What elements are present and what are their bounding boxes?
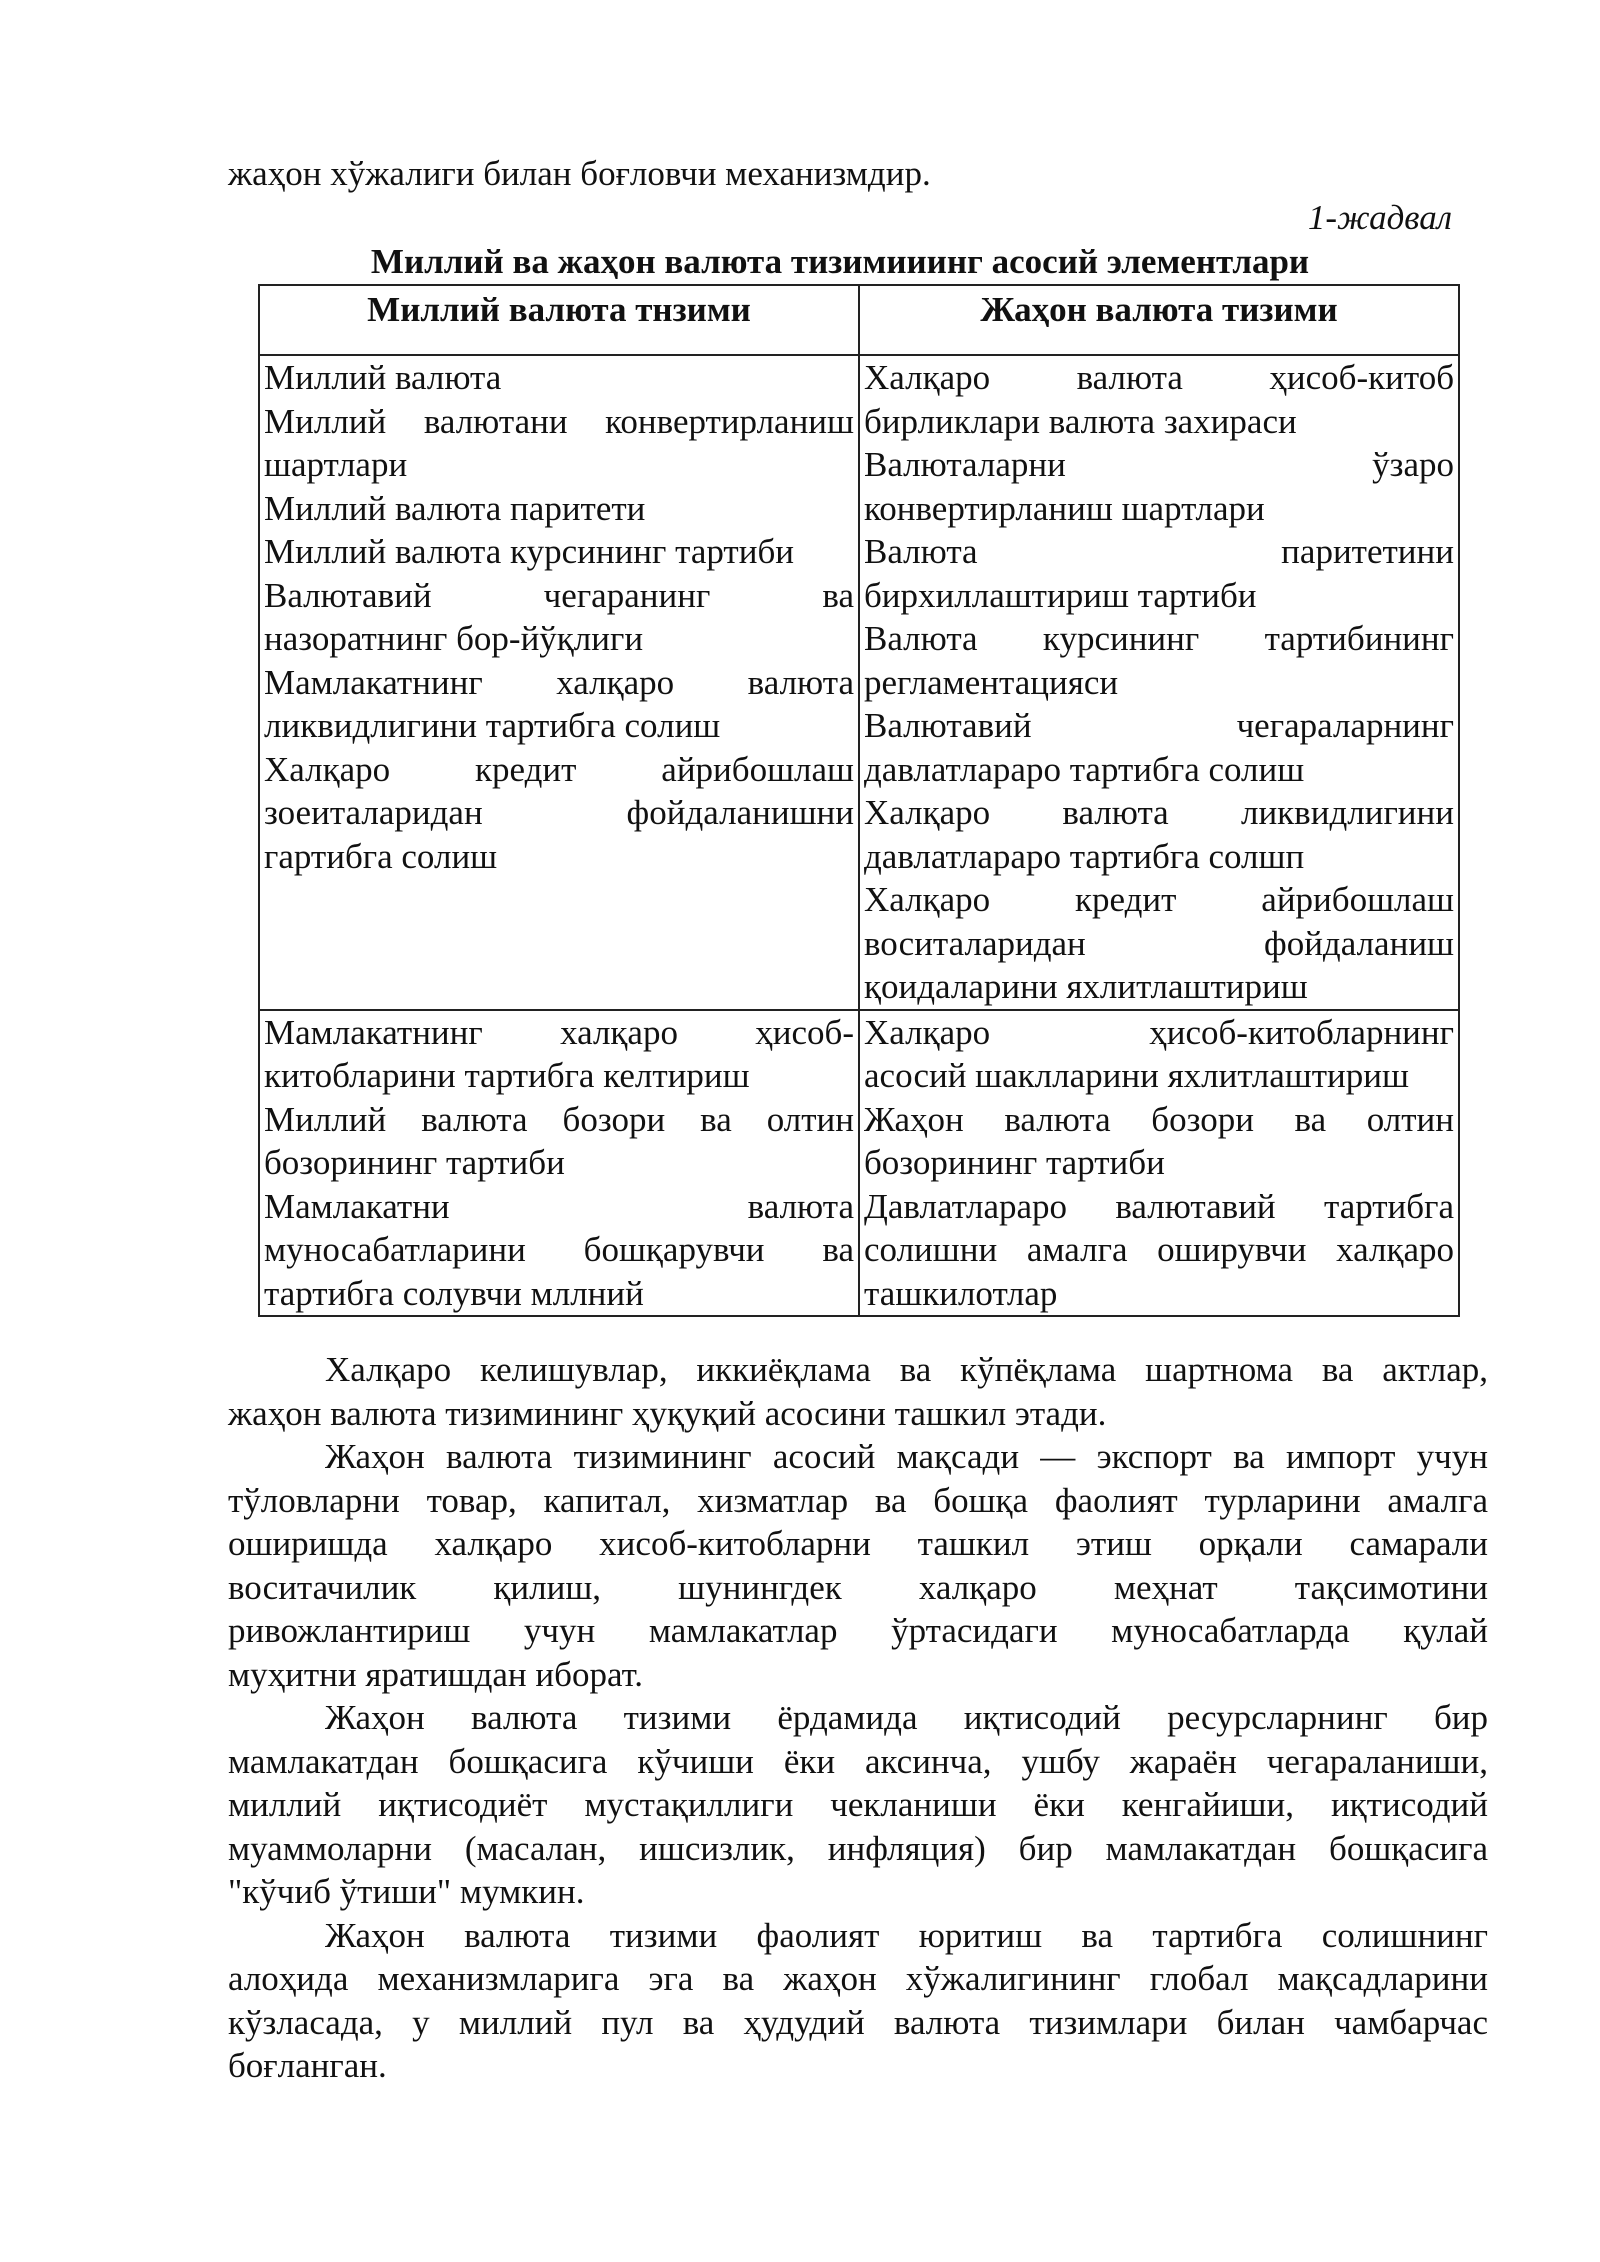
paragraph-line: жаҳон валюта тизимининг ҳуқуқий асосини ташкил этади. — [228, 1393, 1107, 1433]
table-row — [259, 1010, 1459, 1317]
cell-line: Валюта курсининг тартибининг — [864, 619, 1454, 658]
cell-line: бозорининг тартиби — [864, 1143, 1165, 1182]
cell-line: бирликлари валюта захираси — [864, 401, 1297, 441]
cell-line: Миллий валюта бозори ва олтин — [264, 1099, 854, 1139]
cell-line: китобларини тартибга келтириш — [264, 1056, 750, 1095]
cell-line: бозорининг тартиби — [264, 1143, 565, 1182]
cell-line: Жаҳон валюта бозори ва олтин — [864, 1099, 1454, 1139]
cell-line: Валютавий чегаранинг ва — [264, 575, 854, 615]
cell-line: конвертирланиш шартлари — [864, 488, 1265, 528]
cell-line: Давлатлараро валютавий тартибга — [864, 1186, 1454, 1226]
cell-line: ташкилотлар — [864, 1273, 1058, 1313]
row2-right-cell — [859, 1010, 1459, 1317]
cell-line: давлатлараро тартибга солиш — [864, 749, 1305, 789]
cell-line: асосий шаклларини яхлитлаштириш — [864, 1056, 1409, 1095]
cell-line: Халқаро ҳисоб-китобларнинг — [864, 1012, 1454, 1052]
cell-line: Миллий валюта — [264, 358, 502, 397]
paragraph-line: боғланган. — [228, 2046, 387, 2085]
cell-line: давлатлараро тартибга солшп — [864, 836, 1305, 876]
table-header-row — [259, 285, 1459, 355]
cell-line: воситаларидан фойдаланиш — [864, 923, 1454, 963]
cell-line: Мамлакатнинг халқаро ҳисоб- — [264, 1012, 854, 1052]
cell-line: қоидаларини яхлитлаштириш — [864, 967, 1308, 1006]
paragraph — [228, 1348, 1488, 1435]
paragraph-line: Жаҳон валюта тизимининг асосий мақсади — экспорт ва импорт учун — [325, 1437, 1488, 1476]
body-text — [228, 1348, 1488, 2088]
cell-line: ликвидлигини тартибга солиш — [264, 706, 721, 745]
cell-line: муносабатларини бошқарувчи ва — [264, 1230, 854, 1269]
paragraph-line: "кўчиб ўтиши" мумкин. — [228, 1872, 585, 1911]
cell-line: Мамлакатни валюта — [264, 1186, 854, 1226]
cell-line: зоеиталаридан фойдаланишни — [264, 793, 854, 832]
paragraph-line: Жаҳон валюта тизими ёрдамида иқтисодий ресурсларнинг бир — [325, 1698, 1488, 1737]
cell-line: регламентацияси — [864, 662, 1119, 702]
paragraph-line: оширишда халқаро хисоб-китобларни ташкил этиш орқали самарали — [228, 1524, 1488, 1563]
cell-line: Мамлакатнинг халқаро валюта — [264, 662, 854, 702]
paragraph-line: муҳитни яратишдан иборат. — [228, 1654, 643, 1694]
paragraph — [228, 1696, 1488, 1914]
elements-table — [258, 284, 1458, 1317]
table-row — [259, 355, 1459, 1010]
cell-line: солишни амалга оширувчи халқаро — [864, 1230, 1454, 1269]
cell-line: назоратнинг бор-йўқлиги — [264, 619, 644, 658]
table-caption: 1-жадвал — [1307, 198, 1452, 237]
paragraph — [228, 1435, 1488, 1696]
header-national: Миллий валюта тнзими — [259, 285, 859, 355]
paragraph-line: муаммоларни (масалан, ишсизлик, инфляция) бир мамлакатдан бошқасига — [228, 1828, 1488, 1868]
cell-line: Миллий валютани конвертирланиш — [264, 401, 854, 441]
table-title: Миллий ва жаҳон валюта тизимииинг асосий элементлари — [370, 242, 1310, 281]
cell-line: Миллий валюта паритети — [264, 488, 646, 528]
cell-line: Валютавий чегараларнинг — [864, 706, 1454, 745]
paragraph-line: алоҳида механизмларига эга ва жаҳон хўжалигининг глобал мақсадларини — [228, 1959, 1488, 1998]
paragraph-line: ривожлантириш учун мамлакатлар ўртасидаги муносабатларда қулай — [228, 1611, 1488, 1650]
row1-left-cell — [259, 355, 859, 1010]
paragraph-line: воситачилик қилиш, шунингдек халқаро меҳнат тақсимотини — [228, 1567, 1488, 1607]
paragraph-line: миллий иқтисодиёт мустақиллиги чекланиши ёки кенгайиши, иқтисодий — [228, 1785, 1488, 1824]
cell-line: Валюта паритетини — [864, 532, 1454, 571]
cell-line: Халқаро кредит айрибошлаш — [864, 880, 1454, 919]
cell-line: Халқаро валюта ликвидлигини — [864, 793, 1454, 832]
paragraph-line: тўловларни товар, капитал, хизматлар ва бошқа фаолият турларини амалга — [228, 1480, 1488, 1520]
cell-line: Халқаро кредит айрибошлаш — [264, 749, 854, 789]
paragraph-line: Жаҳон валюта тизими фаолият юритиш ва тартибга солишнинг — [325, 1915, 1488, 1955]
intro-line: жаҳон хўжалиги билан боғловчи механизмдир. — [228, 154, 931, 193]
paragraph-line: мамлакатдан бошқасига кўчиши ёки аксинча, ушбу жараён чегараланиши, — [228, 1741, 1488, 1781]
paragraph-line: Халқаро келишувлар, иккиёқлама ва кўпёқлама шартнома ва актлар, — [325, 1350, 1488, 1389]
cell-line: тартибга солувчи мллний — [264, 1273, 644, 1313]
cell-line: бирхиллаштириш тартиби — [864, 575, 1257, 615]
paragraph — [228, 1914, 1488, 2088]
cell-line: Халқаро валюта ҳисоб-китоб — [864, 358, 1454, 397]
paragraph-line: кўзласада, у миллий пул ва ҳудудий валюта тизимлари билан чамбарчас — [228, 2002, 1488, 2042]
row1-right-cell — [859, 355, 1459, 1010]
cell-line: Валюталарни ўзаро — [864, 445, 1454, 484]
row2-left-cell — [259, 1010, 859, 1317]
cell-line: шартлари — [264, 445, 408, 484]
header-world: Жаҳон валюта тизими — [859, 285, 1459, 355]
cell-line: гартибга солиш — [264, 836, 498, 876]
cell-line: Миллий валюта курсининг тартиби — [264, 532, 794, 571]
